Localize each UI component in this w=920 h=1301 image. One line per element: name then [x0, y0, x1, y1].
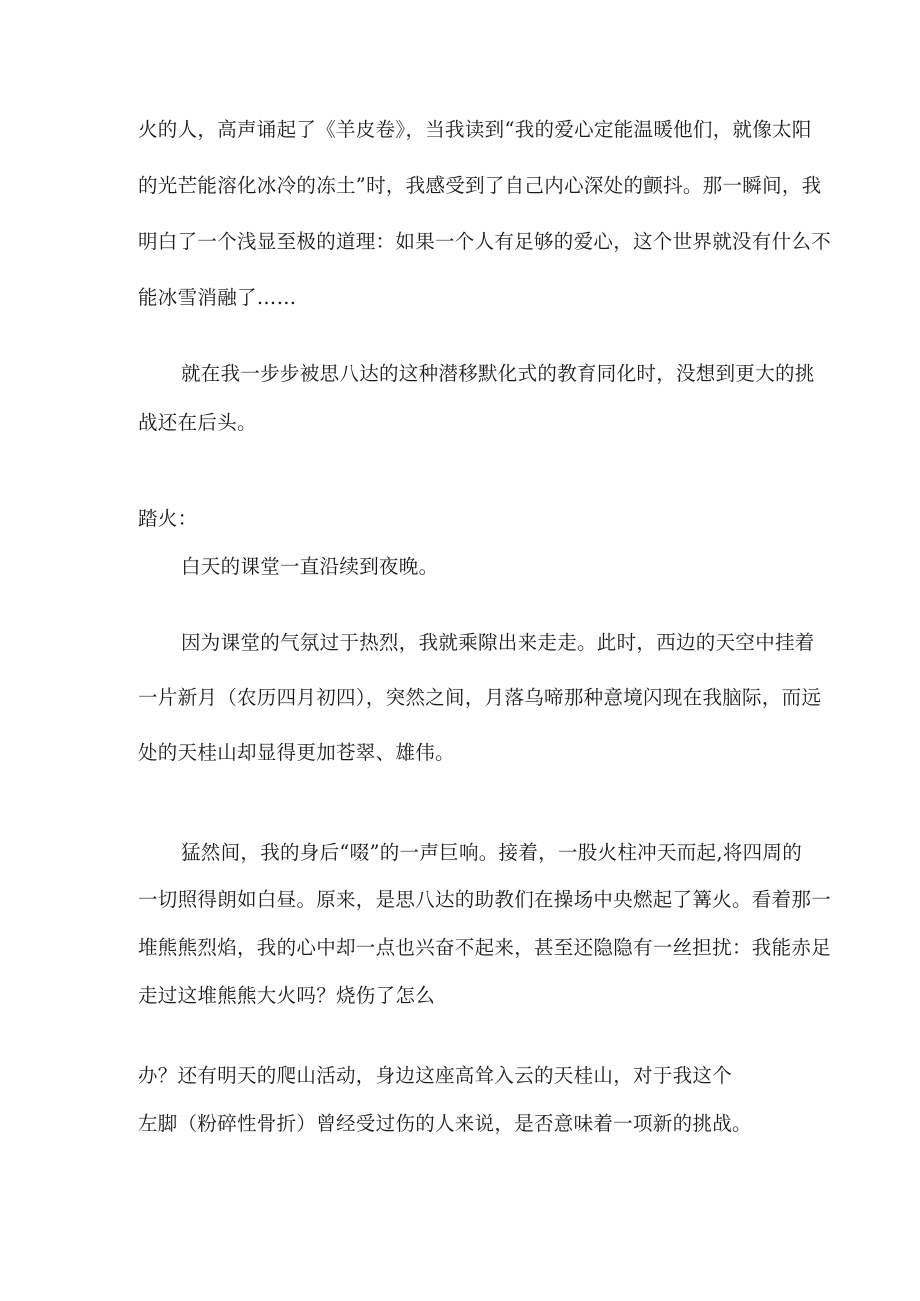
paragraph-4-line-3: 处的天桂山却显得更加苍翠、雄伟。 — [138, 741, 455, 764]
paragraph-2-line-1: 就在我一步步被思八达的这种潜移默化式的教育同化时，没想到更大的挑 — [181, 362, 815, 385]
paragraph-1-line-1: 火的人，高声诵起了《羊皮卷》，当我读到“我的爱心定能温暖他们，就像太阳 — [138, 118, 812, 141]
paragraph-2-line-2: 战还在后头。 — [138, 411, 257, 434]
paragraph-3-line-1: 白天的课堂一直沿续到夜晚。 — [181, 555, 439, 578]
paragraph-6-line-1: 办？还有明天的爬山活动，身边这座高耸入云的天桂山，对于我这个 — [138, 1064, 733, 1087]
paragraph-4-line-2: 一片新月（农历四月初四），突然之间，月落乌啼那种意境闪现在我脑际，而远 — [138, 686, 822, 709]
paragraph-4-line-1: 因为课堂的气氛过于热烈，我就乘隙出来走走。此时，西边的天空中挂着 — [181, 631, 815, 654]
paragraph-5-line-3: 堆熊熊烈焰，我的心中却一点也兴奋不起来，甚至还隐隐有一丝担扰：我能赤足 — [138, 936, 832, 959]
paragraph-5-line-4: 走过这堆熊熊大火吗？烧伤了怎么 — [138, 984, 436, 1007]
section-heading: 踏火： — [138, 507, 198, 530]
paragraph-1-line-4: 能冰雪消融了…… — [138, 286, 297, 309]
paragraph-5-line-1: 猛然间，我的身后“啜”的一声巨响。接着，一股火柱冲天而起,将四周的 — [181, 841, 803, 864]
paragraph-5-line-2: 一切照得朗如白昼。原来，是思八达的助教们在操场中央燃起了篝火。看着那一 — [138, 888, 832, 911]
paragraph-1-line-3: 明白了一个浅显至极的道理：如果一个人有足够的爱心，这个世界就没有什么不 — [138, 230, 832, 253]
paragraph-1-line-2: 的光芒能溶化冰冷的冻土”时，我感受到了自己内心深处的颤抖。那一瞬间，我 — [138, 174, 822, 197]
paragraph-6-line-2: 左脚（粉碎性骨折）曾经受过伤的人来说，是否意味着一项新的挑战。 — [138, 1112, 752, 1135]
